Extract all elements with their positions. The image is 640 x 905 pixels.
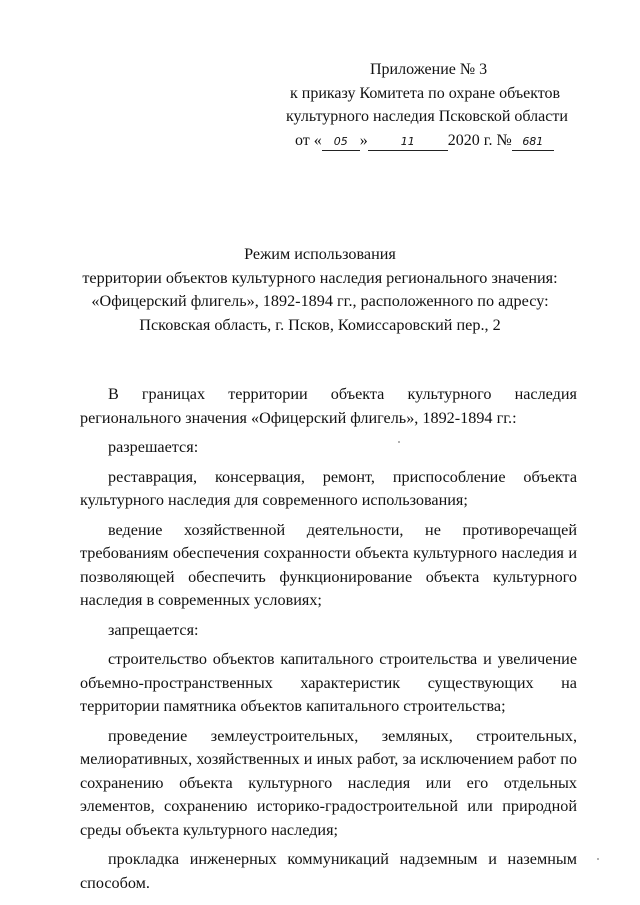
title-line-2: территории объектов культурного наследия регионального значения: xyxy=(82,268,558,287)
allowed-item-1: реставрация, консервация, ремонт, приспособление объекта культурного наследия для современного использования; xyxy=(80,467,577,509)
forbidden-item-2: проведение землеустроительных, земляных, строительных, мелиоративных, хозяйственных и иных работ, за исключением работ по сохранению объекта культурного наследия или его отдельных элементов, сохранению историко-градостроительной или природной среды объекта культурного наследия; xyxy=(80,726,577,839)
allowed-item-2: ведение хозяйственной деятельности, не противоречащей требованиям обеспечения сохранности объекта культурного наследия и позволяющей обеспечить функционирование объекта культурного наследия в современных условиях; xyxy=(80,520,577,609)
date-suffix: 2020 г. № xyxy=(447,131,512,149)
order-date-line xyxy=(286,129,596,153)
scan-speck xyxy=(597,858,599,860)
forbidden-heading: запрещается: xyxy=(108,620,199,639)
approval-block xyxy=(286,58,596,152)
document-title xyxy=(60,243,580,337)
title-line-1: Режим использования xyxy=(244,245,396,263)
allowed-heading: разрешается: xyxy=(108,438,199,456)
date-mid: » xyxy=(359,131,368,149)
intro-paragraph: В границах территории объекта культурного наследия регионального значения «Офицерский флигель», 1892-1894 гг.: xyxy=(80,385,577,427)
appendix-number: Приложение № 3 xyxy=(370,61,488,78)
document-body xyxy=(80,383,577,901)
handwritten-day: 05 xyxy=(322,134,360,151)
title-line-3: «Офицерский флигель», 1892-1894 гг., расположенного по адресу: xyxy=(91,292,549,310)
title-line-4: Псковская область, г. Псков, Комиссаровский пер., 2 xyxy=(139,315,501,334)
handwritten-month: 11 xyxy=(368,134,448,151)
forbidden-item-3: прокладка инженерных коммуникаций надземным и наземным способом. xyxy=(80,850,577,892)
committee-name: культурного наследия Псковской области xyxy=(286,108,568,125)
handwritten-order-number: 681 xyxy=(512,134,554,151)
date-prefix: от « xyxy=(295,131,322,149)
scan-speck xyxy=(398,441,400,443)
order-reference: к приказу Комитета по охране объектов xyxy=(290,84,561,102)
forbidden-item-1: строительство объектов капитального строительства и увеличение объемно-пространственных характеристик существующих на территории памятника объектов капитального строительства; xyxy=(80,650,577,715)
